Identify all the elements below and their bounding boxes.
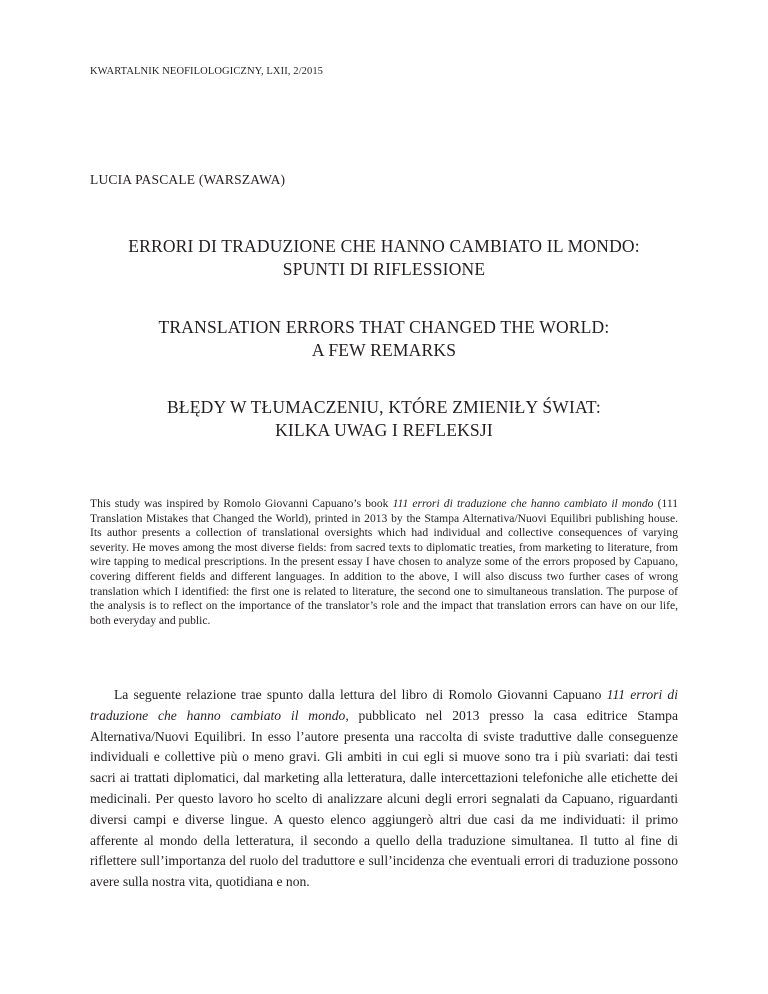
title-english [80,316,688,362]
body-lead: La seguente relazione trae spunto dalla lettura del libro di Romolo Giovanni Capuano [114,687,607,702]
title-italian-line-2: SPUNTI DI RIFLESSIONE [282,259,486,279]
title-english-line-1: TRANSLATION ERRORS THAT CHANGED THE WORLD: [158,317,610,337]
title-polish-line-1: BŁĘDY W TŁUMACZENIU, KTÓRE ZMIENIŁY ŚWIAT: [167,397,601,417]
title-polish-line-2: KILKA UWAG I REFLEKSJI [275,420,493,440]
abstract-paragraph [90,497,678,628]
title-polish [80,396,688,442]
abstract-book-title: 111 errori di traduzione che hanno cambiato il mondo [392,497,654,510]
abstract-lead: This study was inspired by Romolo Giovanni Capuano’s book [90,497,393,510]
journal-running-header: KWARTALNIK NEOFILOLOGICZNY, LXII, 2/2015 [90,66,324,77]
abstract-rest: (111 Translation Mistakes that Changed the World), printed in 2013 by the Stampa Alternativa/Nuovi Equilibri publishing house. Its author presents a collection of translational oversights which had individual and collective consequences of varying severity. He moves among the most diverse fields: from sacred texts to diplomatic treaties, from marketing to literature, from wire tapping to medical prescriptions. In the present essay I have chosen to analyze some of the errors proposed by Capuano, covering different fields and different languages. In addition to the above, I will also discuss two further cases of wrong translation which I identified: the first one is related to literature, the second one to simultaneous translation. The purpose of the analysis is to reflect on the importance of the translator’s role and the impact that translation errors can have on our life, both everyday and public. [90,497,678,627]
title-italian [80,235,688,281]
body-paragraph [90,685,678,893]
author-line: LUCIA PASCALE (WARSZAWA) [90,172,286,187]
title-italian-line-1: ERRORI DI TRADUZIONE CHE HANNO CAMBIATO IL MONDO: [128,236,640,256]
title-english-line-2: A FEW REMARKS [311,340,457,360]
body-rest: , pubblicato nel 2013 presso la casa editrice Stampa Alternativa/Nuovi Equilibri. In esso l’autore presenta una raccolta di sviste traduttive dalle conseguenze individuali e collettive più o meno gravi. Gli ambiti in cui egli si muove sono tra i più svariati: dai testi sacri ai trattati diplomatici, dal marketing alla letteratura, dalle intercettazioni telefoniche alle etichette dei medicinali. Per questo lavoro ho scelto di analizzare alcuni degli errori segnalati da Capuano, riguardanti diversi campi e diverse lingue. A questo elenco aggiungerò altri due casi da me individuati: il primo afferente al mondo della letteratura, il secondo a quello della traduzione simultanea. Il tutto al fine di riflettere sull’importanza del ruolo del traduttore e sull’incidenza che eventuali errori di traduzione possono avere sulla nostra vita, quotidiana e non. [90,707,678,890]
body-book-title: 111 errori di traduzione che hanno cambiato il mondo [90,687,678,723]
